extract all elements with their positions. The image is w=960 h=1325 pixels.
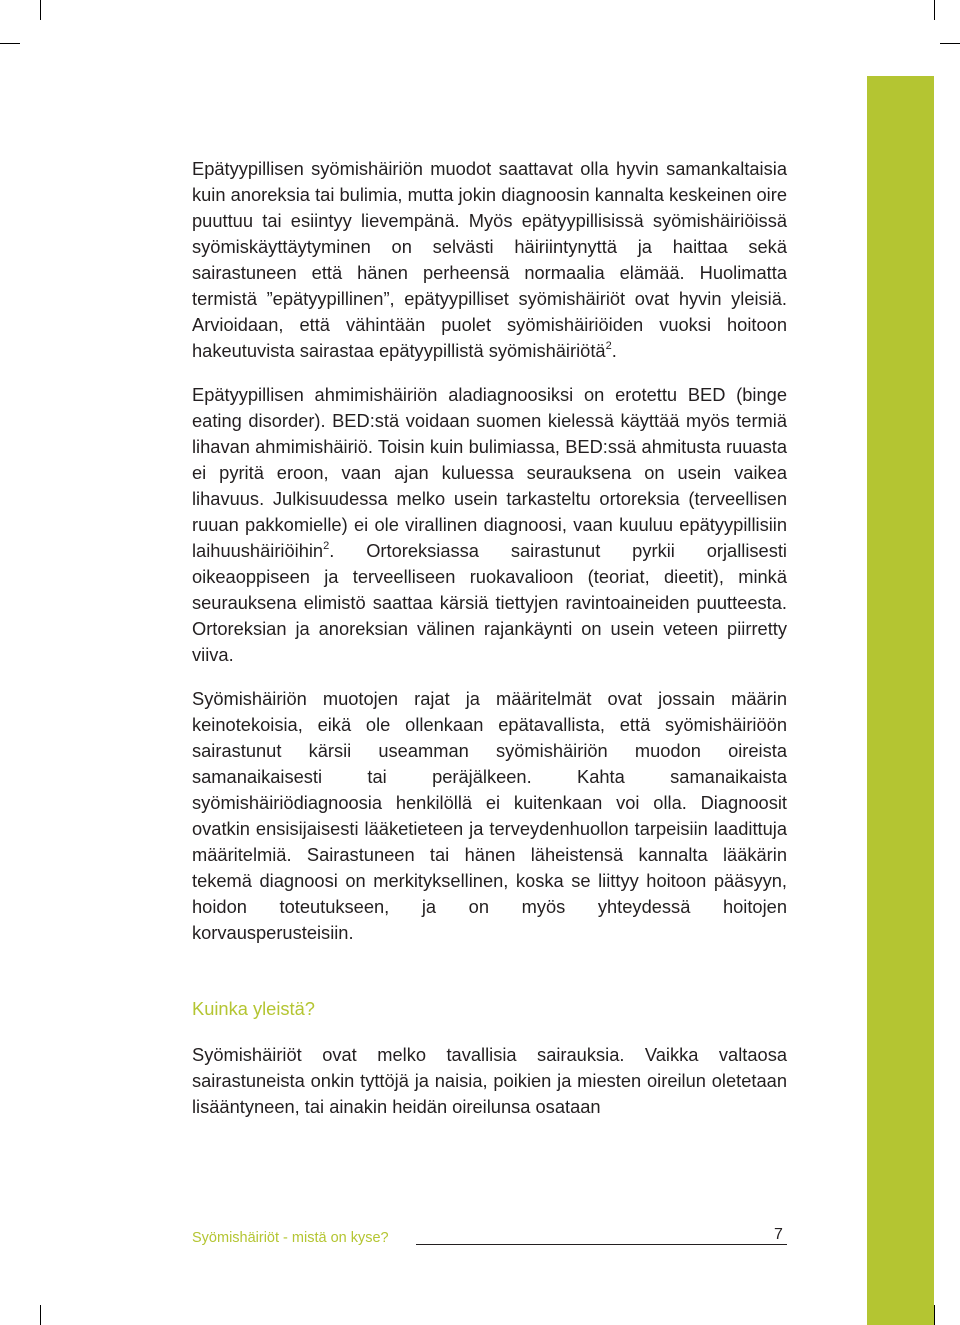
crop-mark <box>40 1305 41 1325</box>
footer-title: Syömishäiriöt - mistä on kyse? <box>192 1230 389 1246</box>
paragraph-diagnosis-boundaries: Syömishäiriön muotojen rajat ja määritelmät ovat jossain määrin keinotekoisia, eikä ole ollenkaan epätavallista, että syömishäiriöön sairastunut kärsii useamman syömishäiriön muodon oireista samanaikaisesti tai peräjälkeen. Kahta samanaikaista syömishäiriödiagnoosia henkilöllä ei kuitenkaan voi olla. Diagnoosit ovatkin ensisijaisesti lääketieteen ja terveydenhuollon tarpeisiin laadittuja määritelmiä. Sairastuneen tai hänen läheistensä kannalta lääkärin tekemä diagnoosi on merkityksellinen, koska se liittyy hoitoon pääsyyn, hoidon toteutukseen, ja on myös yhteydessä hoitojen korvausperusteisiin. <box>192 688 787 943</box>
page-number: 7 <box>774 1226 783 1243</box>
paragraph-text: Epätyypillisen syömishäiriön muodot saattavat olla hyvin samankaltaisia kuin anoreksia tai bulimia, mutta jokin diagnoosin kannalta keskeinen oire puuttuu tai esiintyy lievempänä. Myös epätyypillisissä syömishäiriöissä syömiskäyttäytyminen on selvästi häiriintynyttä ja haittaa sekä sairastuneen että hänen perheensä normaalia elämää. Huolimatta termistä ”epätyypillinen”, epätyypilliset syömishäiriöt ovat hyvin yleisiä. Arvioidaan, että vähintään puolet syömishäiriöiden vuoksi hoitoon hakeutuvista sairastaa epätyypillistä syömishäiriötä <box>192 158 787 361</box>
reference-superscript: 2 <box>605 339 612 352</box>
paragraph-text: Epätyypillisen ahmimishäiriön aladiagnoosiksi on erotettu BED (binge eating disorder). BED:stä voidaan suomen kielessä käyttää myös termiä lihavan ahmimishäiriö. Toisin kuin bulimiassa, BED:ssä ahmitusta ruuasta ei pyritä eroon, vaan ajan kuluessa seurauksena on usein vaikea lihavuus. Julkisuudessa melko usein tarkasteltu ortoreksia (terveellisen ruuan pakkomielle) ei ole virallinen diagnoosi, vaan kuuluu epätyypillisiin laihuushäiriöihin <box>192 384 787 561</box>
paragraph-prevalence: Syömishäiriöt ovat melko tavallisia sairauksia. Vaikka valtaosa sairastuneista onkin tyttöjä ja naisia, poikien ja miesten oireilun oletetaan lisääntyneen, tai ainakin heidän oireilunsa osataan <box>192 1044 787 1117</box>
accent-side-bar <box>867 76 934 1325</box>
crop-mark <box>0 43 20 44</box>
paragraph-bed-orthorexia <box>192 382 787 668</box>
page-content <box>192 156 787 1120</box>
reference-superscript: 2 <box>323 539 330 552</box>
paragraph-text-continued: . Ortoreksiassa sairastunut pyrkii orjallisesti oikeaoppiseen ja terveelliseen ruokavalioon (teoriat, dieetit), minkä seurauksena elimistö saattaa kärsiä tiettyjen ravintoaineiden puutteesta. Ortoreksian ja anoreksian välinen rajankäynti on usein veteen piirretty viiva. <box>192 540 787 665</box>
footer-rule <box>416 1244 787 1245</box>
crop-mark <box>934 1305 935 1325</box>
paragraph-atypical-eating-disorders <box>192 156 787 364</box>
paragraph-text-end: . <box>611 340 617 361</box>
section-heading: Kuinka yleistä? <box>192 998 315 1019</box>
crop-mark <box>940 43 960 44</box>
crop-mark <box>40 0 41 20</box>
crop-mark <box>934 0 935 20</box>
